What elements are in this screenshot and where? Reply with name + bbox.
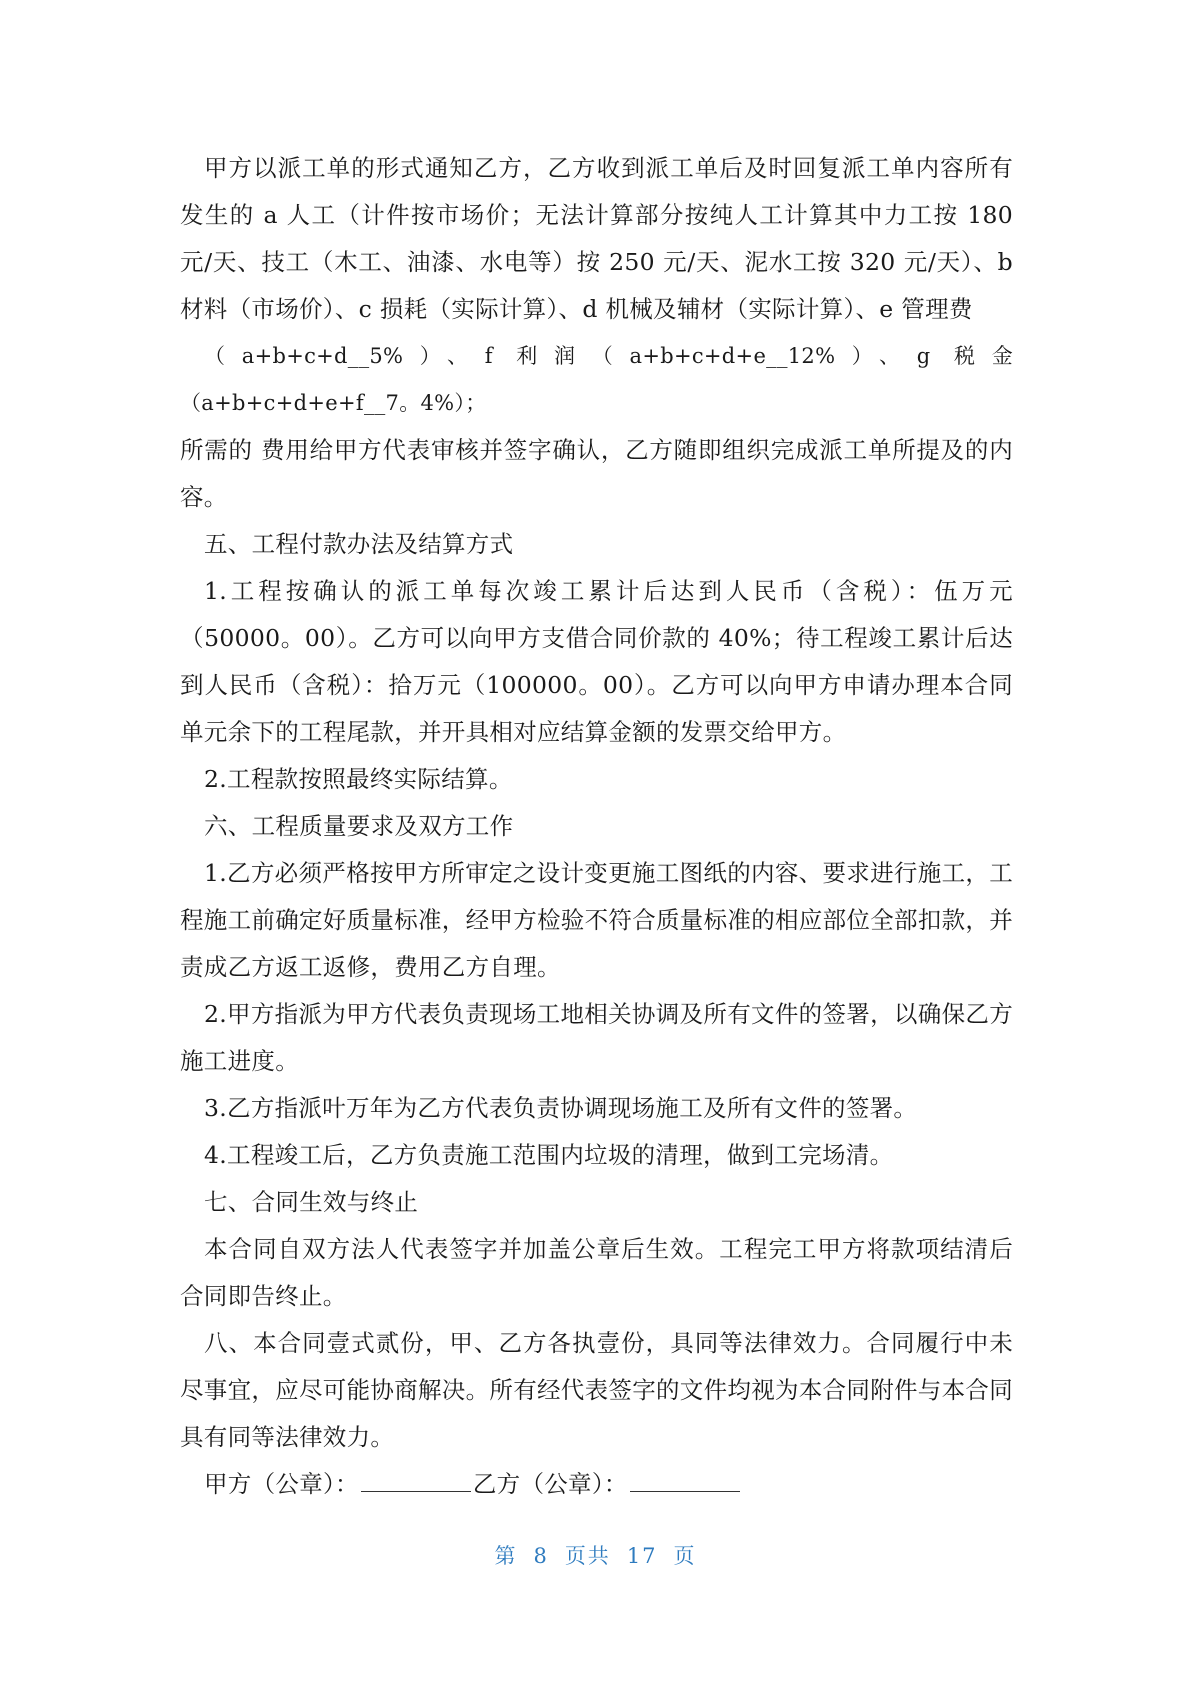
paragraph-payment-1: 1.工程按确认的派工单每次竣工累计后达到人民币（含税）：伍万元（50000。00）。乙方可以向甲方支借合同价款的 40%；待工程竣工累计后达到人民币（含税）：拾万元（100000。00）。乙方可以向甲方申请办理本合同单元余下的工程尾款，并开具相对应结算金额的发票交给甲方。 (180, 577, 1013, 746)
document-body (180, 145, 1013, 1508)
paragraph-fee-formula: （a+b+c+d__5%）、f 利润（a+b+c+d+e__12%）、g 税金（a+b+c+d+e+f__7。4%）； (180, 344, 1013, 415)
page-number-footer (0, 1540, 1191, 1570)
party-a-seal-blank (361, 1461, 471, 1492)
party-b-seal-blank (630, 1461, 740, 1492)
section-heading-payment: 五、工程付款办法及结算方式 (204, 530, 514, 558)
footer-total-pages: 17 (626, 1544, 658, 1568)
section-heading-quality: 六、工程质量要求及双方工作 (204, 812, 514, 840)
footer-middle: 页共 (564, 1544, 611, 1568)
footer-page-number: 8 (533, 1544, 549, 1568)
signature-line (180, 1461, 1013, 1508)
paragraph-quality-3: 3.乙方指派叶万年为乙方代表负责协调现场施工及所有文件的签署。 (204, 1094, 918, 1122)
paragraph-quality-4: 4.工程竣工后，乙方负责施工范围内垃圾的清理，做到工完场清。 (204, 1141, 894, 1169)
footer-suffix: 页 (673, 1544, 697, 1568)
paragraph-quality-1: 1.乙方必须严格按甲方所审定之设计变更施工图纸的内容、要求进行施工，工程施工前确定好质量标准，经甲方检验不符合质量标准的相应部位全部扣款，并责成乙方返工返修，费用乙方自理。 (180, 859, 1013, 981)
paragraph-effect: 本合同自双方法人代表签字并加盖公章后生效。工程完工甲方将款项结清后合同即告终止。 (180, 1235, 1013, 1310)
party-a-seal-label: 甲方（公章）： (204, 1470, 359, 1498)
paragraph-fee-approval: 所需的 费用给甲方代表审核并签字确认，乙方随即组织完成派工单所提及的内容。 (180, 436, 1013, 511)
party-b-seal-label: 乙方（公章）： (472, 1470, 628, 1498)
paragraph-quality-2: 2.甲方指派为甲方代表负责现场工地相关协调及所有文件的签署，以确保乙方施工进度。 (180, 1000, 1013, 1075)
paragraph-copies: 八、本合同壹式贰份，甲、乙方各执壹份，具同等法律效力。合同履行中未尽事宜，应尽可能协商解决。所有经代表签字的文件均视为本合同附件与本合同具有同等法律效力。 (180, 1329, 1013, 1451)
section-heading-effect: 七、合同生效与终止 (204, 1188, 419, 1216)
footer-prefix: 第 (494, 1544, 518, 1568)
paragraph-payment-2: 2.工程款按照最终实际结算。 (204, 765, 513, 793)
paragraph-dispatch-order: 甲方以派工单的形式通知乙方，乙方收到派工单后及时回复派工单内容所有发生的 a 人工（计件按市场价；无法计算部分按纯人工计算其中力工按 180 元/天、技工（木工、油漆、水电等）按 250 元/天、泥水工按 320 元/天）、b 材料（市场价）、c 损耗（实际计算）、d 机械及辅材（实际计算）、e 管理费 (180, 154, 1013, 323)
